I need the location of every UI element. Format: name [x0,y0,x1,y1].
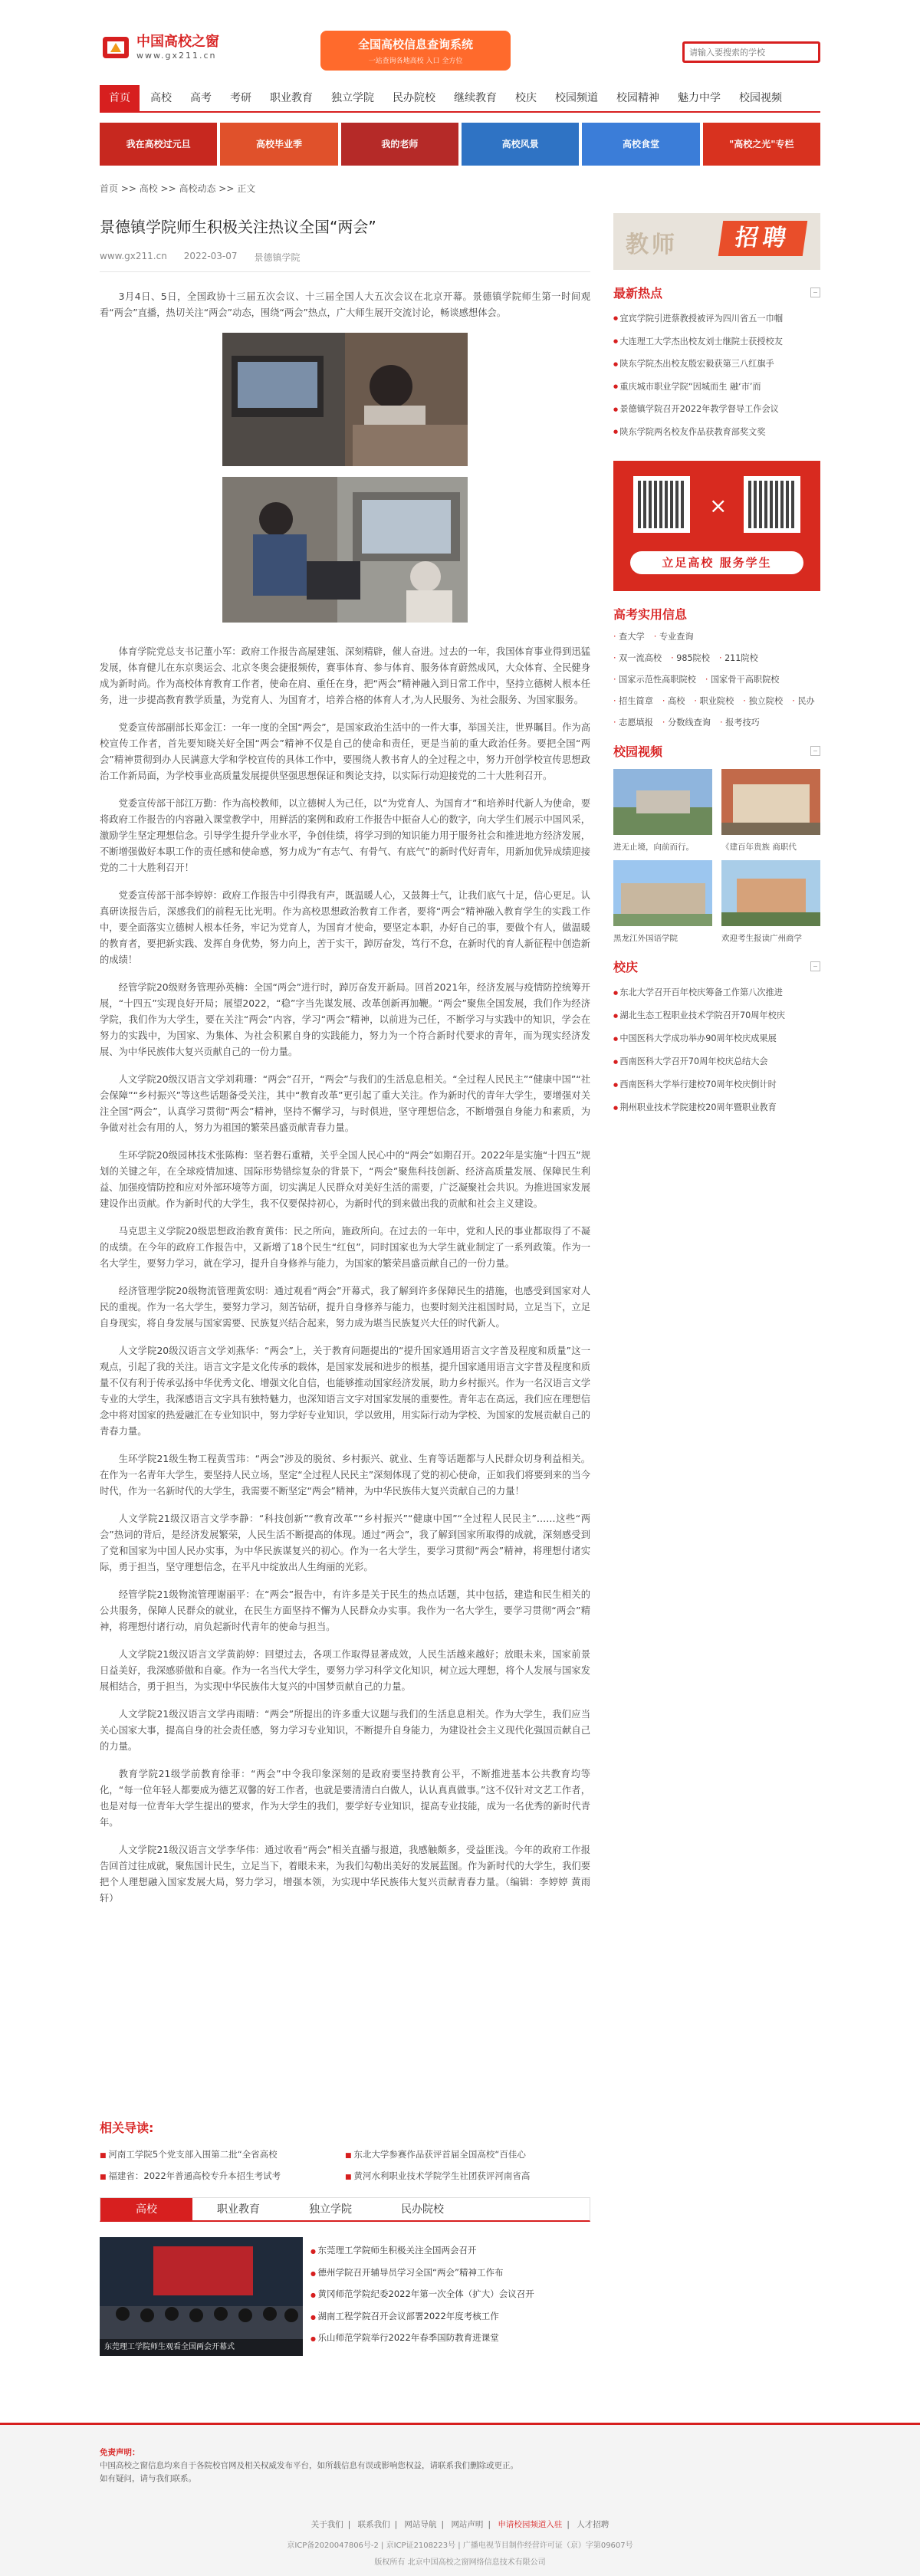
sidebar [613,213,820,1119]
nav-item-campus-video[interactable]: 校园视频 [739,92,782,104]
icp-info: 京ICP备2020047806号-2 | 京ICP证2108223号 | 广播电视节目制作经营许可证（京）字第09607号 [287,2542,633,2550]
hot-item[interactable]: ● 重庆城市职业学院“因城而生 融‘市’而 [613,376,820,399]
nav-item-campus-spirit[interactable]: 校园精神 [616,92,659,104]
anniversary-item[interactable]: ● 西南医科大学举行建校70周年校庆倒计时 [613,1073,820,1096]
qr-code-icon [633,476,690,533]
tab-independent[interactable]: 独立学院 [309,2203,352,2216]
site-logo[interactable] [100,31,219,63]
exam-link[interactable]: · 211院校 [719,652,758,664]
anniversary-list [613,981,820,1119]
exam-link[interactable]: · 双一流高校 [613,652,662,664]
exam-link[interactable]: · 民办 [792,695,815,707]
exam-link[interactable]: · 查大学 [613,630,645,642]
exam-link[interactable]: · 报考技巧 [720,716,760,728]
video-caption: 欢迎考生报读广州商学 [721,933,802,943]
video-thumbnail [721,769,820,835]
video-card[interactable] [613,769,712,853]
related-link[interactable]: ■ 东北大学参赛作品获评首届全国高校“百佳心 [345,2148,590,2160]
tab-news-item[interactable]: ● 东莞理工学院师生积极关注全国两会召开 [310,2240,590,2262]
article-paragraph: 人文学院21级汉语言文学李华伟：通过收看“两会”相关直播与报道，我感触颇多，受益匪浅。今年的政府工作报告回首过往成就，聚焦国计民生，立足当下，着眼未来，为我们勾勒出美好的发展蓝图。作为新时代的大学生，我们要把个人理想融入国家发展大局，努力学习，增强本领，为实现中华民族伟大复兴贡献青春力量。（编辑：李婷婷 黄雨轩） [100,1845,590,1904]
exam-link[interactable]: · 985院校 [671,652,710,664]
footer [0,2423,920,2576]
anniversary-title: 校庆 [613,959,639,974]
related-link[interactable]: ■ 福建省：2022年普通高校专升本招生考试考 [100,2170,345,2182]
article-author: 景德镇学院 [254,252,301,263]
tab-news-item[interactable]: ● 黄冈师范学院纪委2022年第一次全体（扩大）会议召开 [310,2284,590,2306]
nav-item-private[interactable]: 民办院校 [393,92,435,104]
logo-url: www.gx211.cn [136,50,217,61]
article-photo [222,477,468,623]
article-paragraph: 生环学院20级园林技术张陈梅：坚若磐石重精，关乎全国人民心中的“两会”如期召开。2022年是实施“十四五”规划的关键之年，在全球疫情加速、国际形势错综复杂的背景下，“两会”聚焦科技创新、经济高质量发展、保障民生利益、加强疫情防控和应对外部环境等方面，切实满足人民群众对美好生活的需要，广泛凝聚社会共识。为推进国家发展建设作出贡献。作为新时代的大学生，我不仅要保持初心，为新时代的到来做出我的贡献和社会主义建设。 [100,1150,590,1209]
video-thumbnail [721,860,820,926]
article-paragraph: 马克思主义学院20级思想政治教育黄伟：民之所向，施政所向。在过去的一年中，党和人民的事业都取得了不凝的成绩。在今年的政府工作报告中，又新增了18个民生“红包”，同时国家也为大学生就业制定了一系列政策。作为一名大学生，要努力学习，就在学习，提升自身修养与能力，为国家的繁荣昌盛贡献自己的一份力量。 [100,1226,590,1269]
nav-item-anniversary[interactable]: 校庆 [515,92,537,104]
article-body [100,289,590,1907]
tab-news-item[interactable]: ● 德州学院召开辅导员学习全国“两会”精神工作布 [310,2262,590,2285]
search-input[interactable] [685,44,818,61]
times-icon: × [709,492,728,518]
hot-list [613,307,820,444]
qr-code-banner [613,461,820,591]
logo-icon [100,31,132,63]
disclaimer-text: 中国高校之窗信息均来自于各院校官网及相关权威发布平台，如所载信息有误或影响您权益，请联系我们删除或更正。 [100,2461,518,2470]
exam-link[interactable]: · 志愿填报 [613,716,653,728]
video-caption: 进无止境，向前而行。 [613,842,694,852]
exam-link[interactable]: · 专业查询 [654,630,694,642]
logo-title: 中国高校之窗 [136,33,219,50]
article-paragraph: 人文学院20级汉语言文学刘莉珊：“两会”召开，“两会”与我们的生活息息相关。“全过程人民民主”“健康中国”“社会保障”“乡村振兴”等这些话题备受关注，其中“教育改革”更引起了重大关注。作为新时代的青年大学生，要增强对关注全国“两会”，认真学习贯彻“两会”精神，坚持不懈学习，与时俱进，坚守理想信念，不断增强自身能力和素质，为争做对社会有用的人，努力为祖国的繁荣昌盛贡献青春力量。 [100,1074,590,1133]
ad-banner[interactable]: 高校风景 [462,123,579,166]
footer-links: 关于我们 | 联系我们 | 网站导航 | 网站声明 | 申请校园频道入驻 | 人才招聘 [310,2520,610,2529]
tab-universities[interactable]: 高校 [100,2198,192,2220]
article-photo [222,333,468,466]
article-paragraph: 经管学院20级财务管理孙英楠：全国“两会”进行时，踔厉奋发开新局。回首2021年，经济发展与疫情防控统筹开展，“十四五”实现良好开局；展望2022，“稳”字当先谋发展、改革创新再加鞭。“两会”聚焦全国发展，我们作为经济学院，我们作为大学生，要在关注“两会”内容，学习“两会”精神，以前进为己任，不断学习与实践中的知识，学会在努力的实践中，为国家、为集体、为社会积累自身的实践能力，努力为一个符合新时代要求的青年，而为现实经济发展、为中华民族伟大复兴贡献自己的一份力量。 [100,982,590,1057]
video-thumbnail [613,860,712,926]
teacher-text: 教师 [626,232,678,258]
video-grid [613,769,820,944]
ad-banner[interactable]: "高校之光"专栏 [703,123,820,166]
breadcrumb[interactable]: 首页 >> 高校 >> 高校动态 >> 正文 [100,183,256,194]
related-title: 相关导读: [100,2121,154,2135]
nav-item-continuing[interactable]: 继续教育 [454,92,497,104]
query-system-banner[interactable] [320,31,511,71]
category-tabs [100,2197,590,2222]
article-paragraph: 党委宣传部干部江万勤：作为高校教师，以立德树人为己任，以“为党育人、为国育才”和培养时代新人为使命，要将政府工作报告的内容融入课堂教学中，用鲜活的案例和政府工作报告中振奋人心的数字，向大学生们展示中国风采，激励学生坚定理想信念。引导学生提升学业水平，争创佳绩，将学习到的知识能力用于服务社会和推进地方经济发展，不断增强做好本职工作的责任感和使命感，努力成为“有志气、有骨气、有底气”的新时代好青年，用新加优异成绩迎接党的二十大胜利召开！ [100,798,590,873]
more-icon[interactable] [810,961,820,971]
exam-link[interactable]: · 分数线查询 [662,716,711,728]
exam-link[interactable]: · 招生简章 [613,695,653,707]
exam-link[interactable]: · 国家骨干高职院校 [705,673,780,685]
teacher-recruitment-banner[interactable] [613,213,820,270]
more-icon[interactable] [810,288,820,297]
related-link[interactable]: ■ 河南工学院5个党支部入围第二批“全省高校 [100,2148,345,2160]
nav-item-campus-channel[interactable]: 校园频道 [555,92,598,104]
anniversary-item[interactable]: ● 东北大学召开百年校庆筹备工作第八次推进 [613,981,820,1004]
article-paragraph: 教育学院21级学前教育徐菲：“两会”中令我印象深刻的是政府要坚持教育公平，不断推进基本公共教育均等化，“每一位年轻人都要成为德艺双馨的好工作者，也就是要清清白白做人，认认真真做事。”这不仅针对文艺工作者，也是对每一位青年大学生提出的要求，作为大学生的我们，要学好专业知识，提高专业技能，成为一名优秀的新时代青年。 [100,1769,590,1828]
footer-link[interactable]: 网站声明 [451,2520,484,2529]
video-caption: 《建百年贵族 商职代 [721,842,797,852]
anniversary-item[interactable]: ● 西南医科大学召开70周年校庆总结大会 [613,1050,820,1073]
footer-link[interactable]: 人才招聘 [577,2520,610,2529]
video-thumbnail [613,769,712,835]
ad-banner[interactable]: 我的老师 [341,123,458,166]
article-paragraph: 经济管理学院20级物流管理黄宏明：通过观看“两会”开幕式，我了解到许多保障民生的措施，也感受到国家对人民的重视。作为一名大学生，要努力学习，刻苦钻研，提升自身修养与能力，也要时刻关注祖国时局，立足当下，立足自身现实，将自身发展与国家需要、民族复兴结合起来，努力成为堪当民族复兴大任的时代新人。 [100,1286,591,1329]
divider [100,271,590,272]
hot-item[interactable]: ● 陕东学院杰出校友殷宏毅获第三八红旗手 [613,353,820,376]
nav-item-high-school[interactable]: 魅力中学 [678,92,721,104]
video-caption: 黑龙江外国语学院 [613,933,678,943]
ad-strip [100,123,820,166]
footer-link[interactable]: 联系我们 [357,2520,390,2529]
ad-banner[interactable]: 高校食堂 [582,123,699,166]
anniversary-item[interactable]: ● 中国医科大学成功举办90周年校庆成果展 [613,1027,820,1050]
search-box [682,41,820,63]
copyright: 版权所有 北京中国高校之窗网络信息技术有限公司 [374,2558,546,2567]
nav-item-universities[interactable]: 高校 [150,92,172,104]
disclaimer-text: 如有疑问，请与我们联系。 [100,2474,196,2483]
qr-code-icon [744,476,800,533]
anniversary-item[interactable]: ● 湖北生态工程职业技术学院召开70周年校庆 [613,1004,820,1027]
exam-link[interactable]: · 职业院校 [694,695,734,707]
disclaimer-title: 免责声明： [100,2448,140,2457]
article-paragraph: 人文学院21级汉语言文学李静：“科技创新”“教育改革”“乡村振兴”“健康中国”“全过程人民民主”……这些“两会”热词的背后，是经济发展繁荣，人民生活不断提高的体现。通过“两会”，我了解到国家所取得的成就，深刻感受到了党和国家为中国人民办实事，为中华民族谋复兴的初心。作为一名大学生，要学习贯彻“两会”精神，将理想付诸实际，勇于担当，坚守理想信念，在平凡中绽放出人生绚丽的光彩。 [100,1513,590,1572]
article-column [100,215,590,1918]
more-icon[interactable] [810,746,820,756]
article-paragraph: 党委宣传部干部李婷婷：政府工作报告中引得我有声，既温暖人心，又鼓舞士气，让我们底气十足，信心更足。认真研读报告后，深感我们的前程无比光明。作为高校思想政治教育工作者，要将“两会”精神融入教育学生的实践工作中，要全面落实立德树人根本任务，牢记为党育人，为国育才使命，要坚定本职，办好自己的事，要做个有人，做温暖的教育者，要把新实践、发挥自身优势，努力向上，苦于实干，踔厉奋发，笃行不怠，在新时代的育人新征程中创造新的成绩！ [100,890,590,965]
recruit-text: 招聘 [718,221,807,256]
article-paragraph: 生环学院21级生物工程黄雪玮：“两会”涉及的脱贫、乡村振兴、就业、生育等话题都与人民群众切身利益相关。在作为一名青年大学生，要坚持人民立场，坚定“全过程人民民主”深刻体现了党的初心使命，正如我们将要到来的当今时代，作为一名新时代的大学生，我需要不断坚定“两会”精神，为中华民族伟大复兴贡献自己的力量！ [100,1454,590,1497]
main-nav [100,85,820,113]
article-meta [100,251,590,264]
tab-news-item[interactable]: ● 湖南工程学院召开会议部署2022年度考核工作 [310,2306,590,2328]
article-paragraph: 经管学院21级物流管理谢丽平：在“两会”报告中，有许多是关于民生的热点话题，其中包括，建造和民生相关的公共服务，保障人民群众的就业，在民生方面坚持不懈为人民群众办实事。我作为一名大学生，要学习贯彻“两会”精神，将理想付诸行动，肩负起新时代青年的使命与担当。 [100,1589,590,1632]
related-reading [100,2118,590,2182]
disclaimer [100,2446,820,2486]
exam-link[interactable]: · 国家示范性高职院校 [613,673,696,685]
ad-banner[interactable]: 我在高校过元旦 [100,123,217,166]
video-card[interactable] [613,860,712,944]
footer-link[interactable]: 网站导航 [404,2520,437,2529]
anniversary-item[interactable]: ● 荆州职业技术学院建校20周年暨职业教育 [613,1096,820,1119]
video-card[interactable] [721,769,820,853]
featured-image-caption: 东莞理工学院师生观看全国两会开幕式 [100,2339,303,2356]
exam-info-title: 高考实用信息 [613,606,688,622]
featured-image[interactable] [100,2237,303,2356]
tab-news-list [310,2240,590,2350]
article-paragraph: 人文学院21级汉语言文学黄韵婷：回望过去，各项工作取得显著成效，人民生活越来越好；放眼未来，国家前景日益美好，我深感骄傲和自豪。作为一名当代大学生，要努力学习科学文化知识，树立远大理想，将个人发展与国家发展相结合，勇于担当，为实现中华民族伟大复兴的中国梦贡献自己的力量。 [100,1649,590,1692]
article-source: www.gx211.cn [100,251,167,261]
nav-item-independent[interactable]: 独立学院 [331,92,374,104]
nav-item-home[interactable]: 首页 [100,85,140,111]
exam-links [613,630,820,728]
article-date: 2022-03-07 [183,251,238,261]
tab-private[interactable]: 民办院校 [401,2203,444,2216]
footer-link[interactable]: 关于我们 [310,2520,343,2529]
footer-link[interactable]: 申请校园频道入驻 [498,2520,563,2529]
related-link[interactable]: ■ 黄河水利职业技术学院学生社团获评河南省高 [345,2170,590,2182]
video-card[interactable] [721,860,820,944]
tab-vocational[interactable]: 职业教育 [217,2203,260,2216]
tab-news-item[interactable]: ● 乐山师范学院举行2022年春季国防教育进课堂 [310,2328,590,2350]
exam-link[interactable]: · 独立院校 [743,695,783,707]
article-paragraph: 3月4日、5日，全国政协十三届五次会议、十三届全国人大五次会议在北京开幕。景德镇学院师生第一时间观看“两会”直播，热切关注“两会”动态，围绕“两会”热点，广大师生展开交流讨论，畅谈感想体会。 [100,291,590,318]
hot-item[interactable]: ● 陕东学院两名校友作品获教育部奖文奖 [613,421,820,444]
qr-cta-button[interactable]: 立足高校 服务学生 [630,551,803,574]
nav-item-vocational[interactable]: 职业教育 [270,92,313,104]
exam-link[interactable]: · 高校 [662,695,685,707]
hot-item[interactable]: ● 大连理工大学杰出校友刘士继院士获授校友 [613,330,820,353]
ad-banner[interactable]: 高校毕业季 [220,123,337,166]
banner-subtitle: 一站查询各地高校 入口 全方位 [368,58,463,65]
article-paragraph: 人文学院21级汉语言文学冉雨晴：“两会”所提出的许多重大议题与我们的生活息息相关。作为大学生，我们应当关心国家大事，提高自身的社会责任感，努力学习专业知识，不断提升自身能力，为建设社会主义现代化强国贡献自己的力量。 [100,1709,590,1752]
tab-panel [100,2237,590,2367]
hot-item[interactable]: ● 宜宾学院引进蔡教授被评为四川省五一巾帼 [613,307,820,330]
hot-item[interactable]: ● 景德镇学院召开2022年教学督导工作会议 [613,398,820,421]
video-title: 校园视频 [613,744,663,759]
article-paragraph: 人文学院20级汉语言文学刘燕华：“两会”上，关于教育问题提出的“提升国家通用语言文字普及程度和质量”这一观点，引起了我的关注。语言文字是文化传承的载体，是国家发展和进步的根基，提升国家通用语言文字普及程度和质量不仅有利于传承弘扬中华优秀文化、增强文化自信，也能够推动国家经济发展，助力乡村振兴。作为一名汉语言文学专业的大学生，我深感语言文字具有独特魅力，也深知语言文字对国家发展的重要性。青年志在高远，我们应在理想信念中将对国家的热爱融汇在专业知识中，努力学好专业知识，学以致用，用实际行动为学校、为国家的发展贡献自己的青春力量。 [100,1346,590,1437]
banner-title: 全国高校信息查询系统 [357,38,473,51]
nav-item-gaokao[interactable]: 高考 [190,92,212,104]
hot-title: 最新热点 [613,286,663,301]
article-paragraph: 党委宣传部副部长郑金江：一年一度的全国“两会”，是国家政治生活中的一件大事，举国关注，世界瞩目。作为高校宣传工作者，首先要知晓关好全国“两会”精神不仅是自己的使命和责任，更是当前的重大政治任务。要把全国“两会”精神贯彻到办人民满意大学和学校宣传的具体工作中，要围绕人教书育人的全过程之中，努力开创学校宣传思想政治工作新局面，为学校事业高质量发展提供坚强思想保证和舆论支持，以实际行动迎接党的二十大胜利召开。 [100,722,590,781]
article-paragraph: 体育学院党总支书记董小军：政府工作报告高屋建瓴、深刻精辟，催人奋进。过去的一年，我国体育事业得到迅猛发展，体育健儿在东京奥运会、北京冬奥会捷报频传，赛事体育、参与体育、服务体育蔚然成风，大众体育、全民健身成为新时尚。作为高校体育教育工作者，使命在肩、重任在身，把“两会”精神融入到日常工作中，坚持立德树人根本任务，进一步提高教育教学质量，为党育人、为国育才，培养合格的体育人才,为人民服务、为社会服务、为国家服务。 [100,646,590,705]
nav-item-kaoyan[interactable]: 考研 [230,92,251,104]
article-title: 景德镇学院师生积极关注热议全国“两会” [100,218,376,236]
